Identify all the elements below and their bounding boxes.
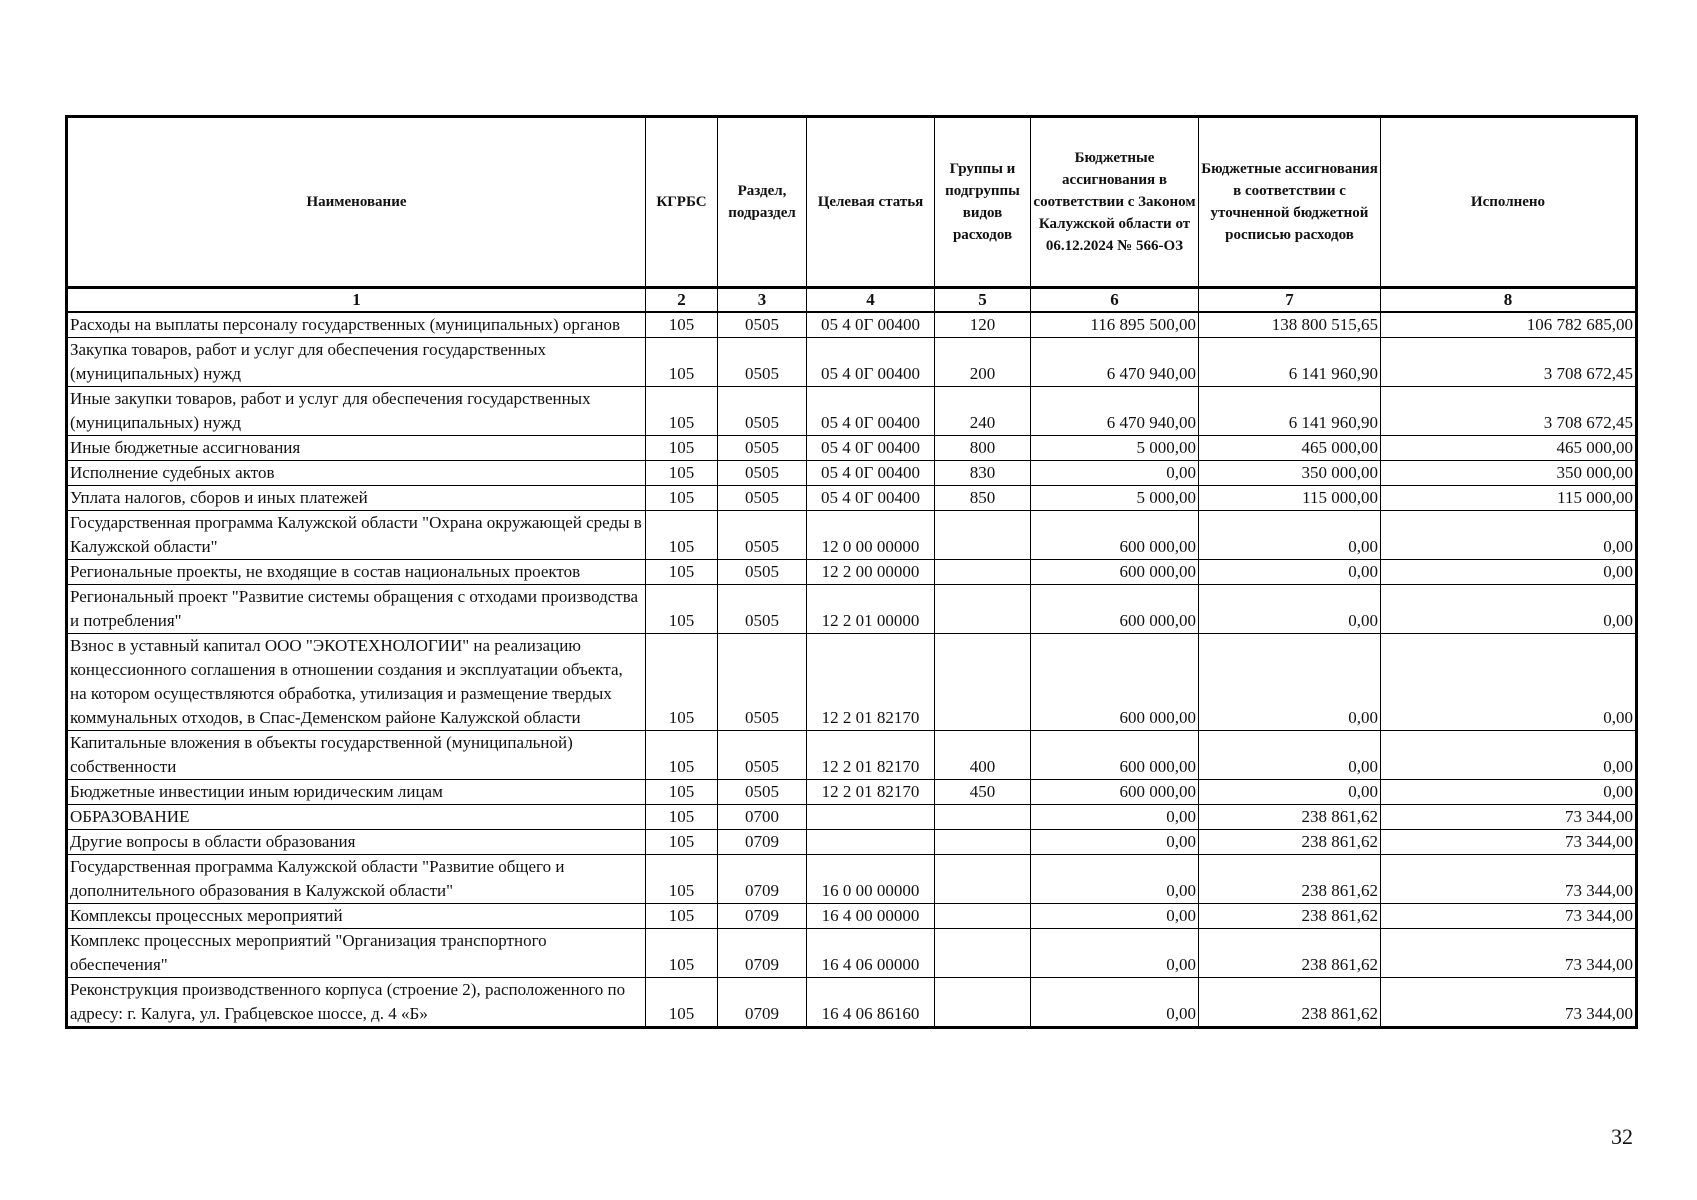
row-name: Другие вопросы в области образования [67, 830, 646, 855]
row-kgrbs: 105 [646, 830, 718, 855]
row-name: Бюджетные инвестиции иным юридическим лицам [67, 780, 646, 805]
table-row [67, 634, 1637, 731]
row-kgrbs: 105 [646, 486, 718, 511]
row-name: Региональный проект "Развитие системы обращения с отходами производства и потребления" [67, 585, 646, 634]
row-target-article: 12 2 00 00000 [807, 560, 935, 585]
row-name: Комплексы процессных мероприятий [67, 904, 646, 929]
row-section: 0505 [718, 560, 807, 585]
row-section: 0505 [718, 338, 807, 387]
row-expense-group [935, 805, 1031, 830]
col-header-name: Наименование [67, 117, 646, 288]
page-number: 32 [1611, 1124, 1633, 1149]
row-name: Исполнение судебных актов [67, 461, 646, 486]
row-target-article: 05 4 0Г 00400 [807, 486, 935, 511]
row-name: Уплата налогов, сборов и иных платежей [67, 486, 646, 511]
row-law-budget: 0,00 [1031, 855, 1199, 904]
row-section: 0505 [718, 486, 807, 511]
row-expense-group [935, 585, 1031, 634]
row-section: 0505 [718, 780, 807, 805]
col-number: 5 [935, 288, 1031, 313]
col-number: 1 [67, 288, 646, 313]
row-kgrbs: 105 [646, 978, 718, 1028]
row-kgrbs: 105 [646, 929, 718, 978]
row-target-article: 16 4 06 86160 [807, 978, 935, 1028]
row-executed: 0,00 [1381, 634, 1637, 731]
row-law-budget: 600 000,00 [1031, 731, 1199, 780]
row-target-article: 12 2 01 82170 [807, 731, 935, 780]
table-row [67, 511, 1637, 560]
table-row [67, 461, 1637, 486]
col-header-kgrbs: КГРБС [646, 117, 718, 288]
col-header-section: Раздел, подраздел [718, 117, 807, 288]
row-executed: 73 344,00 [1381, 978, 1637, 1028]
row-law-budget: 6 470 940,00 [1031, 387, 1199, 436]
row-expense-group: 800 [935, 436, 1031, 461]
row-target-article: 12 2 01 82170 [807, 634, 935, 731]
row-executed: 350 000,00 [1381, 461, 1637, 486]
row-name: Комплекс процессных мероприятий "Организация транспортного обеспечения" [67, 929, 646, 978]
row-executed: 0,00 [1381, 780, 1637, 805]
row-expense-group [935, 929, 1031, 978]
row-section: 0505 [718, 461, 807, 486]
row-law-budget: 0,00 [1031, 929, 1199, 978]
row-name: Государственная программа Калужской области "Охрана окружающей среды в Калужской области" [67, 511, 646, 560]
col-number: 4 [807, 288, 935, 313]
col-number: 2 [646, 288, 718, 313]
row-refined-budget: 465 000,00 [1199, 436, 1381, 461]
table-row [67, 338, 1637, 387]
row-law-budget: 5 000,00 [1031, 436, 1199, 461]
row-name: Иные закупки товаров, работ и услуг для обеспечения государственных (муниципальных) нужд [67, 387, 646, 436]
row-executed: 106 782 685,00 [1381, 312, 1637, 338]
row-kgrbs: 105 [646, 436, 718, 461]
row-law-budget: 0,00 [1031, 830, 1199, 855]
row-executed: 73 344,00 [1381, 805, 1637, 830]
table-row [67, 780, 1637, 805]
row-executed: 73 344,00 [1381, 830, 1637, 855]
row-expense-group [935, 904, 1031, 929]
row-executed: 3 708 672,45 [1381, 338, 1637, 387]
row-kgrbs: 105 [646, 904, 718, 929]
row-refined-budget: 238 861,62 [1199, 855, 1381, 904]
row-expense-group: 830 [935, 461, 1031, 486]
table-row [67, 904, 1637, 929]
row-law-budget: 600 000,00 [1031, 780, 1199, 805]
row-refined-budget: 0,00 [1199, 511, 1381, 560]
row-target-article: 05 4 0Г 00400 [807, 461, 935, 486]
row-name: Государственная программа Калужской области "Развитие общего и дополнительного образования в Калужской области" [67, 855, 646, 904]
table-row [67, 731, 1637, 780]
row-section: 0505 [718, 634, 807, 731]
row-section: 0709 [718, 929, 807, 978]
table-row [67, 805, 1637, 830]
row-section: 0505 [718, 436, 807, 461]
row-refined-budget: 6 141 960,90 [1199, 387, 1381, 436]
table-row [67, 560, 1637, 585]
col-header-refined-budget: Бюджетные ассигнования в соответствии с уточненной бюджетной росписью расходов [1199, 117, 1381, 288]
row-expense-group: 240 [935, 387, 1031, 436]
row-refined-budget: 0,00 [1199, 780, 1381, 805]
row-law-budget: 0,00 [1031, 805, 1199, 830]
row-expense-group [935, 978, 1031, 1028]
row-target-article: 12 2 01 82170 [807, 780, 935, 805]
row-section: 0709 [718, 855, 807, 904]
row-target-article: 16 4 00 00000 [807, 904, 935, 929]
row-law-budget: 0,00 [1031, 904, 1199, 929]
row-executed: 73 344,00 [1381, 904, 1637, 929]
row-executed: 3 708 672,45 [1381, 387, 1637, 436]
row-section: 0709 [718, 978, 807, 1028]
table-row [67, 436, 1637, 461]
row-name: Реконструкция производственного корпуса (строение 2), расположенного по адресу: г. Калуга, ул. Грабцевское шоссе, д. 4 «Б» [67, 978, 646, 1028]
row-target-article: 05 4 0Г 00400 [807, 312, 935, 338]
row-kgrbs: 105 [646, 511, 718, 560]
row-law-budget: 600 000,00 [1031, 511, 1199, 560]
row-executed: 0,00 [1381, 731, 1637, 780]
row-expense-group: 200 [935, 338, 1031, 387]
row-expense-group [935, 560, 1031, 585]
row-target-article: 12 2 01 00000 [807, 585, 935, 634]
row-kgrbs: 105 [646, 780, 718, 805]
row-target-article: 12 0 00 00000 [807, 511, 935, 560]
row-target-article: 05 4 0Г 00400 [807, 436, 935, 461]
row-name: Закупка товаров, работ и услуг для обеспечения государственных (муниципальных) нужд [67, 338, 646, 387]
row-name: Расходы на выплаты персоналу государственных (муниципальных) органов [67, 312, 646, 338]
row-name: Иные бюджетные ассигнования [67, 436, 646, 461]
row-refined-budget: 115 000,00 [1199, 486, 1381, 511]
row-law-budget: 600 000,00 [1031, 585, 1199, 634]
table-row [67, 855, 1637, 904]
table-row [67, 929, 1637, 978]
row-refined-budget: 6 141 960,90 [1199, 338, 1381, 387]
row-refined-budget: 238 861,62 [1199, 830, 1381, 855]
row-name: Взнос в уставный капитал ООО "ЭКОТЕХНОЛОГИИ" на реализацию концессионного соглашения в отношении создания и эксплуатации объекта, на котором осуществляются обработка, утилизация и размещение твердых коммунальных отходов, в Спас-Деменском районе Калужской области [67, 634, 646, 731]
row-section: 0505 [718, 585, 807, 634]
row-section: 0709 [718, 904, 807, 929]
row-section: 0700 [718, 805, 807, 830]
row-target-article: 16 0 00 00000 [807, 855, 935, 904]
row-expense-group [935, 511, 1031, 560]
row-refined-budget: 238 861,62 [1199, 929, 1381, 978]
row-name: Региональные проекты, не входящие в состав национальных проектов [67, 560, 646, 585]
col-header-law-budget: Бюджетные ассигнования в соответствии с Законом Калужской области от 06.12.2024 № 566-ОЗ [1031, 117, 1199, 288]
row-target-article: 05 4 0Г 00400 [807, 338, 935, 387]
row-law-budget: 0,00 [1031, 978, 1199, 1028]
row-kgrbs: 105 [646, 461, 718, 486]
row-section: 0505 [718, 387, 807, 436]
row-target-article [807, 805, 935, 830]
row-refined-budget: 238 861,62 [1199, 978, 1381, 1028]
row-refined-budget: 238 861,62 [1199, 904, 1381, 929]
row-section: 0505 [718, 731, 807, 780]
row-executed: 465 000,00 [1381, 436, 1637, 461]
row-name: ОБРАЗОВАНИЕ [67, 805, 646, 830]
row-expense-group [935, 830, 1031, 855]
row-kgrbs: 105 [646, 731, 718, 780]
row-executed: 73 344,00 [1381, 855, 1637, 904]
row-expense-group: 850 [935, 486, 1031, 511]
row-expense-group: 120 [935, 312, 1031, 338]
row-kgrbs: 105 [646, 634, 718, 731]
row-kgrbs: 105 [646, 585, 718, 634]
row-refined-budget: 0,00 [1199, 585, 1381, 634]
table-row [67, 387, 1637, 436]
row-target-article [807, 830, 935, 855]
row-executed: 115 000,00 [1381, 486, 1637, 511]
row-kgrbs: 105 [646, 560, 718, 585]
header-row [67, 117, 1637, 288]
row-refined-budget: 0,00 [1199, 731, 1381, 780]
row-expense-group: 400 [935, 731, 1031, 780]
row-expense-group [935, 855, 1031, 904]
budget-sheet [65, 115, 1635, 1029]
table-row [67, 978, 1637, 1028]
row-target-article: 05 4 0Г 00400 [807, 387, 935, 436]
row-expense-group [935, 634, 1031, 731]
table-row [67, 585, 1637, 634]
col-header-group: Группы и подгруппы видов расходов [935, 117, 1031, 288]
row-law-budget: 116 895 500,00 [1031, 312, 1199, 338]
budget-table [65, 115, 1638, 1029]
row-kgrbs: 105 [646, 855, 718, 904]
col-number: 7 [1199, 288, 1381, 313]
row-section: 0505 [718, 312, 807, 338]
row-kgrbs: 105 [646, 312, 718, 338]
row-name: Капитальные вложения в объекты государственной (муниципальной) собственности [67, 731, 646, 780]
row-kgrbs: 105 [646, 338, 718, 387]
row-executed: 0,00 [1381, 511, 1637, 560]
col-header-target: Целевая статья [807, 117, 935, 288]
row-refined-budget: 138 800 515,65 [1199, 312, 1381, 338]
table-body [67, 312, 1637, 1028]
row-executed: 0,00 [1381, 585, 1637, 634]
row-refined-budget: 350 000,00 [1199, 461, 1381, 486]
row-kgrbs: 105 [646, 805, 718, 830]
row-kgrbs: 105 [646, 387, 718, 436]
row-section: 0505 [718, 511, 807, 560]
row-law-budget: 6 470 940,00 [1031, 338, 1199, 387]
row-law-budget: 5 000,00 [1031, 486, 1199, 511]
col-header-executed: Исполнено [1381, 117, 1637, 288]
row-executed: 73 344,00 [1381, 929, 1637, 978]
table-row [67, 312, 1637, 338]
table-row [67, 486, 1637, 511]
row-target-article: 16 4 06 00000 [807, 929, 935, 978]
row-law-budget: 0,00 [1031, 461, 1199, 486]
row-law-budget: 600 000,00 [1031, 634, 1199, 731]
col-number: 6 [1031, 288, 1199, 313]
row-refined-budget: 0,00 [1199, 634, 1381, 731]
column-number-row [67, 288, 1637, 313]
col-number: 3 [718, 288, 807, 313]
row-refined-budget: 0,00 [1199, 560, 1381, 585]
row-executed: 0,00 [1381, 560, 1637, 585]
col-number: 8 [1381, 288, 1637, 313]
row-expense-group: 450 [935, 780, 1031, 805]
row-law-budget: 600 000,00 [1031, 560, 1199, 585]
row-section: 0709 [718, 830, 807, 855]
row-refined-budget: 238 861,62 [1199, 805, 1381, 830]
table-row [67, 830, 1637, 855]
